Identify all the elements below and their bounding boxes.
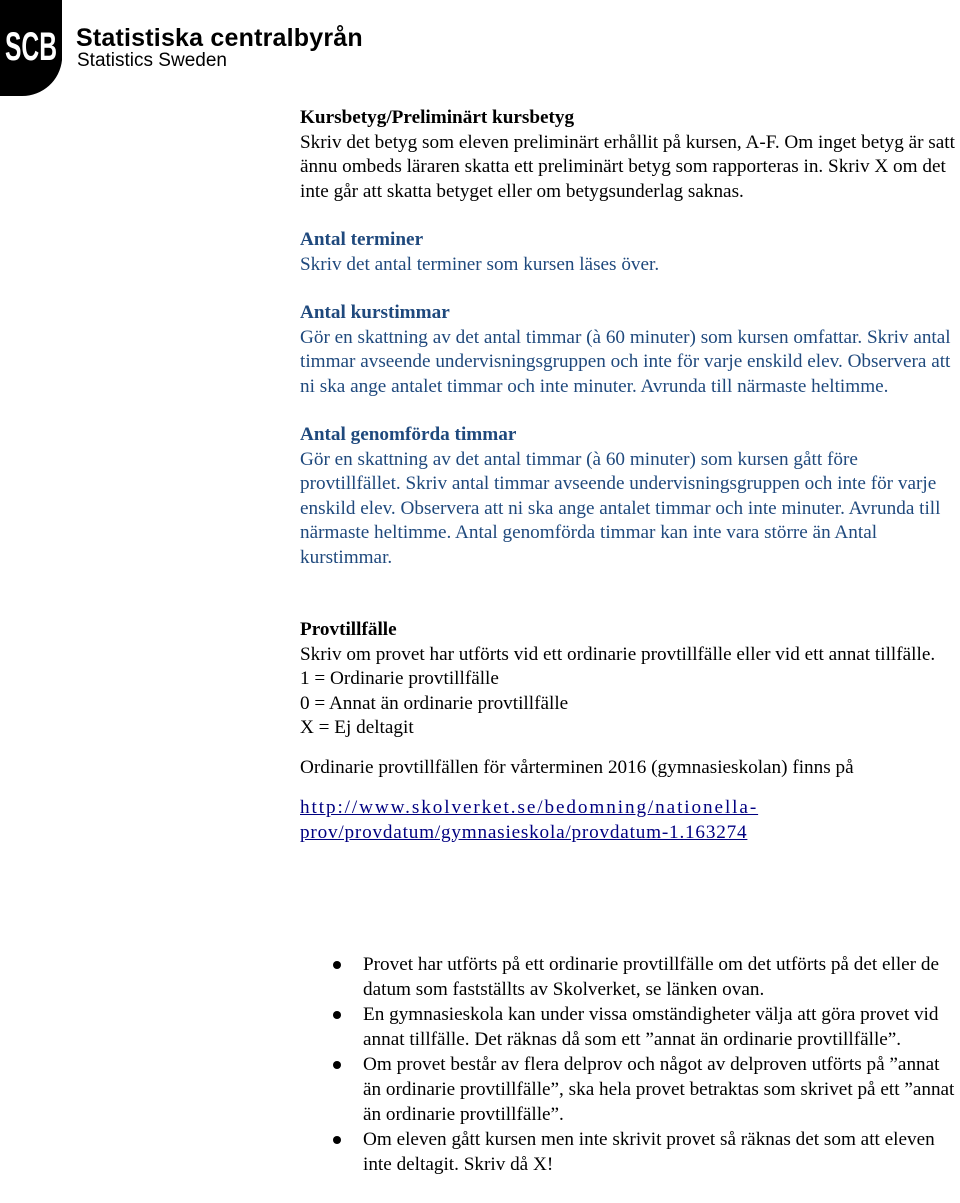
section-antal-genomforda bbox=[300, 423, 960, 570]
bullet-icon bbox=[333, 1061, 341, 1069]
list-item: Provet har utförts på ett ordinarie provtillfälle om det utförts på det eller de datum som fastställts av Skolverket, se länken ovan. bbox=[0, 952, 960, 1002]
heading-antal-genomforda: Antal genomförda timmar bbox=[300, 424, 517, 445]
bullet-icon bbox=[333, 961, 341, 969]
text-kursbetyg: Skriv det betyg som eleven preliminärt erhållit på kursen, A-F. Om inget betyg är satt ännu ombeds läraren skatta ett preliminärt betyg som rapporteras in. Skriv X om det inte går att skatta betyget eller om betygsunderlag saknas. bbox=[300, 131, 955, 202]
option-ordinarie: 1 = Ordinarie provtillfälle bbox=[300, 668, 499, 689]
scb-logo bbox=[0, 0, 400, 100]
brand-name: Statistiska centralbyrån bbox=[76, 24, 363, 52]
list-item: Om provet består av flera delprov och något av delproven utförts på ”annat än ordinarie provtillfälle”, ska hela provet betraktas som skrivet på ett ”annat än ordinarie provtillfälle”. bbox=[0, 1052, 960, 1127]
section-antal-terminer bbox=[300, 228, 960, 277]
text-antal-kurstimmar: Gör en skattning av det antal timmar (à 60 minuter) som kursen omfattar. Skriv antal timmar avseende undervisningsgruppen och inte för varje enskild elev. Observera att ni ska ange antalet timmar och inte minuter. Avrunda till närmaste heltimme. bbox=[300, 326, 951, 397]
heading-antal-terminer: Antal terminer bbox=[300, 229, 424, 250]
section-kursbetyg bbox=[300, 106, 960, 204]
text-provtillfalle: Skriv om provet har utförts vid ett ordinarie provtillfälle eller vid ett annat tillfälle. bbox=[300, 643, 936, 665]
section-antal-kurstimmar bbox=[300, 301, 960, 399]
list-item: En gymnasieskola kan under vissa omständigheter välja att göra provet vid annat tillfälle. Det räknas då som ett ”annat än ordinarie provtillfälle”. bbox=[0, 1002, 960, 1052]
option-ej-deltagit: X = Ej deltagit bbox=[300, 717, 414, 738]
brand-name-en: Statistics Sweden bbox=[77, 50, 227, 71]
skolverket-link-line1[interactable]: http://www.skolverket.se/bedomning/nationella- bbox=[300, 797, 759, 818]
heading-provtillfalle: Provtillfälle bbox=[300, 619, 397, 640]
option-annat: 0 = Annat än ordinarie provtillfälle bbox=[300, 692, 569, 714]
scb-logo-letters: SCB bbox=[5, 25, 57, 69]
skolverket-link-line2[interactable]: prov/provdatum/gymnasieskola/provdatum-1.163274 bbox=[300, 821, 748, 843]
text-antal-genomforda: Gör en skattning av det antal timmar (à 60 minuter) som kursen gått före provtillfället. Skriv antal timmar avseende undervisningsgruppen och inte för varje enskild elev. Observera att ni ska ange antalet timmar och inte minuter. Avrunda till närmaste heltimme. Antal genomförda timmar kan inte vara större än Antal kurstimmar. bbox=[300, 448, 941, 568]
bullet-icon bbox=[333, 1011, 341, 1019]
heading-kursbetyg: Kursbetyg/Preliminärt kursbetyg bbox=[300, 107, 575, 128]
text-antal-terminer: Skriv det antal terminer som kursen läses över. bbox=[300, 253, 660, 275]
bullet-icon bbox=[333, 1136, 341, 1144]
text-ordinarie-provtillfallen: Ordinarie provtillfällen för vårterminen 2016 (gymnasieskolan) finns på bbox=[300, 756, 854, 778]
bullet-list bbox=[0, 952, 960, 1177]
document-body bbox=[300, 106, 960, 845]
section-provtillfalle bbox=[300, 618, 960, 845]
list-item: Om eleven gått kursen men inte skrivit provet så räknas det som att eleven inte deltagit. Skriv då X! bbox=[0, 1127, 960, 1177]
heading-antal-kurstimmar: Antal kurstimmar bbox=[300, 302, 450, 323]
scb-logo-mark bbox=[0, 0, 62, 96]
